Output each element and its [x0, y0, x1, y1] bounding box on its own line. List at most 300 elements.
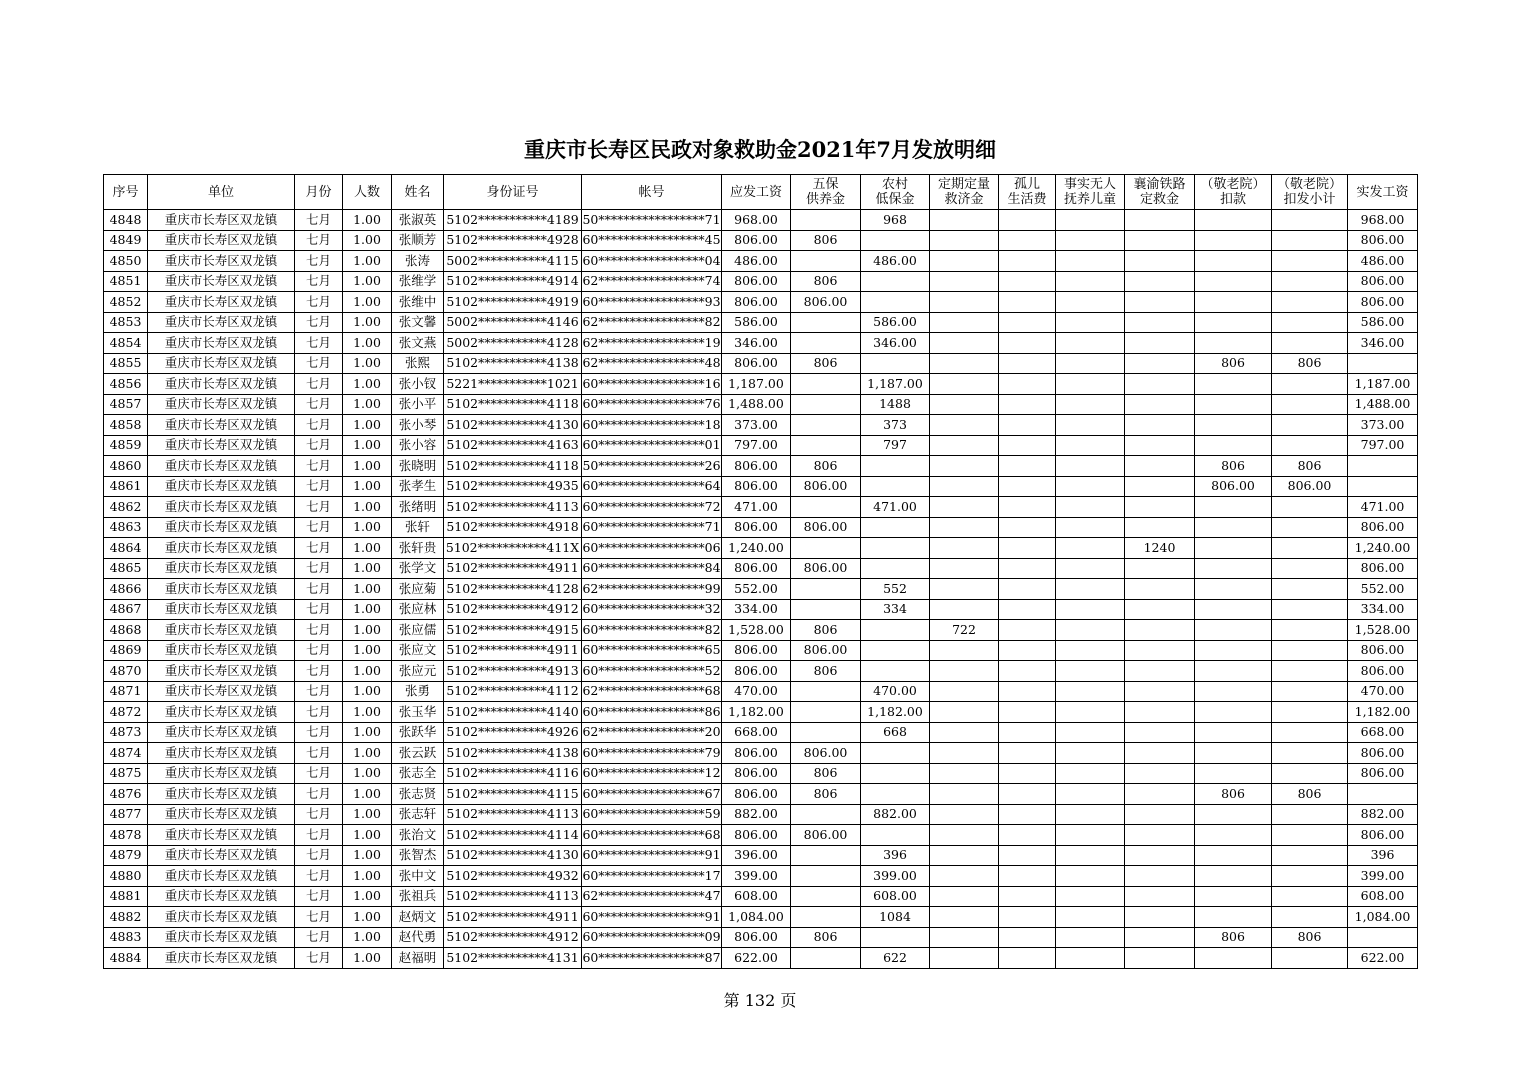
col-railway-cell [1125, 579, 1195, 600]
col-fixed-relief-cell [930, 558, 999, 579]
col-name-cell: 张绪明 [392, 497, 444, 518]
col-unattended-child-cell [1056, 722, 1125, 743]
col-dibao-cell: 399.00 [861, 866, 930, 887]
col-account-cell: 60*****************52 [582, 661, 722, 682]
col-payable-cell: 806.00 [722, 271, 791, 292]
col-month-cell: 七月 [295, 640, 343, 661]
col-deduction-subtotal-cell [1272, 210, 1348, 231]
col-name-cell: 张小琴 [392, 415, 444, 436]
table-row [104, 538, 1418, 559]
col-dibao-cell [861, 271, 930, 292]
col-orphan-cell [999, 640, 1056, 661]
col-payable-cell: 806.00 [722, 825, 791, 846]
col-account-cell: 60*****************64 [582, 476, 722, 497]
col-deduction-cell [1195, 579, 1272, 600]
col-deduction-subtotal-cell [1272, 804, 1348, 825]
col-count-cell: 1.00 [343, 640, 392, 661]
col-serial-cell: 4864 [104, 538, 148, 559]
col-payable-cell: 552.00 [722, 579, 791, 600]
col-unattended-child-cell [1056, 435, 1125, 456]
col-railway-header: 襄渝铁路 定救金 [1125, 175, 1195, 210]
col-serial-cell: 4869 [104, 640, 148, 661]
col-serial-cell: 4876 [104, 784, 148, 805]
col-id-number-cell: 5102***********4113 [444, 497, 582, 518]
col-dibao-cell: 1084 [861, 907, 930, 928]
col-railway-cell [1125, 661, 1195, 682]
col-account-cell: 62*****************20 [582, 722, 722, 743]
col-deduction-subtotal-cell [1272, 394, 1348, 415]
col-payable-cell: 806.00 [722, 230, 791, 251]
col-fixed-relief-cell [930, 927, 999, 948]
col-serial-cell: 4856 [104, 374, 148, 395]
col-account-cell: 60*****************65 [582, 640, 722, 661]
col-dibao-cell: 622 [861, 948, 930, 969]
col-count-cell: 1.00 [343, 702, 392, 723]
col-id-number-cell: 5102***********4131 [444, 948, 582, 969]
col-id-number-cell: 5102***********4115 [444, 784, 582, 805]
col-wubao-cell: 806 [791, 230, 861, 251]
table-row [104, 681, 1418, 702]
col-deduction-subtotal-cell [1272, 948, 1348, 969]
col-dibao-cell [861, 558, 930, 579]
col-name-cell: 张熙 [392, 353, 444, 374]
col-unattended-child-cell [1056, 517, 1125, 538]
col-account-cell: 60*****************72 [582, 497, 722, 518]
col-account-cell: 60*****************87 [582, 948, 722, 969]
col-account-cell: 62*****************99 [582, 579, 722, 600]
col-orphan-cell [999, 927, 1056, 948]
col-unit-cell: 重庆市长寿区双龙镇 [148, 456, 295, 477]
col-id-number-cell: 5102***********411X [444, 538, 582, 559]
col-count-cell: 1.00 [343, 599, 392, 620]
col-unit-cell: 重庆市长寿区双龙镇 [148, 210, 295, 231]
col-id-number-cell: 5102***********4928 [444, 230, 582, 251]
col-payable-cell: 1,182.00 [722, 702, 791, 723]
col-dibao-cell [861, 927, 930, 948]
col-unattended-child-header: 事实无人 抚养儿童 [1056, 175, 1125, 210]
col-railway-cell [1125, 681, 1195, 702]
col-unattended-child-cell [1056, 292, 1125, 313]
col-dibao-cell [861, 456, 930, 477]
col-name-cell: 张祖兵 [392, 886, 444, 907]
col-serial-cell: 4874 [104, 743, 148, 764]
col-name-cell: 赵代勇 [392, 927, 444, 948]
col-actual-pay-cell: 1,187.00 [1348, 374, 1418, 395]
relief-fund-table [103, 174, 1418, 969]
col-dibao-cell: 396 [861, 845, 930, 866]
col-unattended-child-cell [1056, 230, 1125, 251]
col-serial-cell: 4881 [104, 886, 148, 907]
col-railway-cell [1125, 435, 1195, 456]
col-actual-pay-cell: 552.00 [1348, 579, 1418, 600]
col-name-cell: 张顺芳 [392, 230, 444, 251]
col-account-cell: 50*****************71 [582, 210, 722, 231]
col-count-cell: 1.00 [343, 763, 392, 784]
col-serial-cell: 4877 [104, 804, 148, 825]
col-account-cell: 62*****************74 [582, 271, 722, 292]
col-payable-cell: 608.00 [722, 886, 791, 907]
col-name-cell: 张维中 [392, 292, 444, 313]
col-fixed-relief-header: 定期定量 救济金 [930, 175, 999, 210]
col-id-number-cell: 5002***********4128 [444, 333, 582, 354]
col-serial-cell: 4855 [104, 353, 148, 374]
col-railway-cell [1125, 722, 1195, 743]
col-payable-cell: 470.00 [722, 681, 791, 702]
col-wubao-cell [791, 907, 861, 928]
col-id-number-cell: 5102***********4163 [444, 435, 582, 456]
col-payable-cell: 882.00 [722, 804, 791, 825]
col-count-cell: 1.00 [343, 374, 392, 395]
col-account-cell: 60*****************32 [582, 599, 722, 620]
col-dibao-cell: 797 [861, 435, 930, 456]
col-wubao-cell: 806.00 [791, 292, 861, 313]
col-month-cell: 七月 [295, 415, 343, 436]
col-serial-cell: 4857 [104, 394, 148, 415]
col-count-cell: 1.00 [343, 333, 392, 354]
col-unattended-child-cell [1056, 681, 1125, 702]
col-orphan-cell [999, 353, 1056, 374]
col-id-number-cell: 5102***********4935 [444, 476, 582, 497]
col-account-cell: 62*****************48 [582, 353, 722, 374]
col-actual-pay-cell: 806.00 [1348, 825, 1418, 846]
col-orphan-cell [999, 804, 1056, 825]
table-row [104, 907, 1418, 928]
col-orphan-cell [999, 292, 1056, 313]
col-dibao-cell: 1488 [861, 394, 930, 415]
col-orphan-cell [999, 579, 1056, 600]
col-unattended-child-cell [1056, 661, 1125, 682]
col-unit-cell: 重庆市长寿区双龙镇 [148, 435, 295, 456]
col-serial-header: 序号 [104, 175, 148, 210]
col-unattended-child-cell [1056, 333, 1125, 354]
col-deduction-cell [1195, 374, 1272, 395]
col-count-cell: 1.00 [343, 722, 392, 743]
col-unattended-child-cell [1056, 271, 1125, 292]
col-id-number-cell: 5102***********4915 [444, 620, 582, 641]
col-railway-cell [1125, 640, 1195, 661]
col-dibao-cell [861, 538, 930, 559]
col-deduction-subtotal-cell [1272, 579, 1348, 600]
col-wubao-cell [791, 415, 861, 436]
col-payable-cell: 806.00 [722, 353, 791, 374]
col-serial-cell: 4879 [104, 845, 148, 866]
col-month-cell: 七月 [295, 722, 343, 743]
col-payable-cell: 806.00 [722, 292, 791, 313]
col-count-cell: 1.00 [343, 558, 392, 579]
col-orphan-cell [999, 394, 1056, 415]
col-serial-cell: 4862 [104, 497, 148, 518]
col-unattended-child-cell [1056, 763, 1125, 784]
col-actual-pay-cell: 806.00 [1348, 230, 1418, 251]
col-deduction-cell: 806 [1195, 784, 1272, 805]
col-id-number-cell: 5102***********4116 [444, 763, 582, 784]
col-unit-cell: 重庆市长寿区双龙镇 [148, 394, 295, 415]
col-name-cell: 张应林 [392, 599, 444, 620]
col-deduction-cell [1195, 517, 1272, 538]
col-id-number-header: 身份证号 [444, 175, 582, 210]
col-railway-cell [1125, 210, 1195, 231]
table-row [104, 825, 1418, 846]
col-month-cell: 七月 [295, 886, 343, 907]
col-name-cell: 张涛 [392, 251, 444, 272]
col-name-cell: 张应元 [392, 661, 444, 682]
col-id-number-cell: 5102***********4912 [444, 599, 582, 620]
col-deduction-subtotal-cell: 806 [1272, 927, 1348, 948]
table-row [104, 743, 1418, 764]
col-month-cell: 七月 [295, 681, 343, 702]
col-fixed-relief-cell [930, 538, 999, 559]
col-unattended-child-cell [1056, 804, 1125, 825]
col-fixed-relief-cell [930, 784, 999, 805]
col-payable-cell: 806.00 [722, 456, 791, 477]
col-serial-cell: 4860 [104, 456, 148, 477]
col-wubao-cell [791, 435, 861, 456]
col-id-number-cell: 5102***********4130 [444, 845, 582, 866]
col-payable-cell: 806.00 [722, 640, 791, 661]
col-serial-cell: 4850 [104, 251, 148, 272]
col-serial-cell: 4884 [104, 948, 148, 969]
table-row [104, 599, 1418, 620]
col-orphan-cell [999, 681, 1056, 702]
col-wubao-cell: 806 [791, 456, 861, 477]
col-wubao-cell [791, 804, 861, 825]
col-name-cell: 张勇 [392, 681, 444, 702]
col-deduction-subtotal-cell [1272, 599, 1348, 620]
col-deduction-cell [1195, 763, 1272, 784]
table-row [104, 784, 1418, 805]
col-dibao-cell [861, 661, 930, 682]
col-unit-cell: 重庆市长寿区双龙镇 [148, 763, 295, 784]
table-row [104, 517, 1418, 538]
col-unit-cell: 重庆市长寿区双龙镇 [148, 927, 295, 948]
col-serial-cell: 4872 [104, 702, 148, 723]
table-row [104, 230, 1418, 251]
col-deduction-cell [1195, 743, 1272, 764]
col-orphan-cell [999, 374, 1056, 395]
col-actual-pay-cell: 806.00 [1348, 517, 1418, 538]
col-month-cell: 七月 [295, 435, 343, 456]
col-count-cell: 1.00 [343, 415, 392, 436]
col-wubao-cell [791, 333, 861, 354]
col-month-cell: 七月 [295, 579, 343, 600]
table-row [104, 640, 1418, 661]
col-payable-cell: 806.00 [722, 927, 791, 948]
col-railway-cell [1125, 394, 1195, 415]
col-unit-header: 单位 [148, 175, 295, 210]
col-fixed-relief-cell [930, 640, 999, 661]
col-railway-cell [1125, 784, 1195, 805]
col-actual-pay-cell: 470.00 [1348, 681, 1418, 702]
col-deduction-subtotal-cell [1272, 763, 1348, 784]
col-month-cell: 七月 [295, 292, 343, 313]
col-id-number-cell: 5102***********4913 [444, 661, 582, 682]
col-account-cell: 50*****************26 [582, 456, 722, 477]
col-name-cell: 张小容 [392, 435, 444, 456]
col-unit-cell: 重庆市长寿区双龙镇 [148, 333, 295, 354]
col-actual-pay-cell: 1,084.00 [1348, 907, 1418, 928]
col-deduction-cell [1195, 722, 1272, 743]
col-actual-pay-header: 实发工资 [1348, 175, 1418, 210]
col-wubao-cell [791, 866, 861, 887]
col-name-cell: 张文燕 [392, 333, 444, 354]
col-actual-pay-cell: 1,240.00 [1348, 538, 1418, 559]
col-fixed-relief-cell [930, 722, 999, 743]
col-id-number-cell: 5102***********4912 [444, 927, 582, 948]
col-name-cell: 张维学 [392, 271, 444, 292]
col-wubao-cell: 806.00 [791, 558, 861, 579]
col-serial-cell: 4865 [104, 558, 148, 579]
table-row [104, 886, 1418, 907]
col-dibao-cell: 1,187.00 [861, 374, 930, 395]
col-count-cell: 1.00 [343, 312, 392, 333]
col-serial-cell: 4861 [104, 476, 148, 497]
col-month-cell: 七月 [295, 394, 343, 415]
col-serial-cell: 4873 [104, 722, 148, 743]
col-unit-cell: 重庆市长寿区双龙镇 [148, 948, 295, 969]
col-fixed-relief-cell [930, 948, 999, 969]
col-payable-cell: 806.00 [722, 517, 791, 538]
col-wubao-cell: 806 [791, 661, 861, 682]
col-unit-cell: 重庆市长寿区双龙镇 [148, 784, 295, 805]
col-name-cell: 张志贤 [392, 784, 444, 805]
table-row [104, 292, 1418, 313]
col-dibao-cell: 968 [861, 210, 930, 231]
col-count-cell: 1.00 [343, 394, 392, 415]
col-account-cell: 62*****************47 [582, 886, 722, 907]
col-serial-cell: 4854 [104, 333, 148, 354]
col-deduction-cell [1195, 333, 1272, 354]
col-deduction-subtotal-cell [1272, 271, 1348, 292]
col-orphan-cell [999, 415, 1056, 436]
col-actual-pay-cell [1348, 927, 1418, 948]
col-actual-pay-cell [1348, 476, 1418, 497]
col-account-cell: 60*****************04 [582, 251, 722, 272]
col-account-cell: 60*****************91 [582, 907, 722, 928]
col-fixed-relief-cell [930, 866, 999, 887]
col-serial-cell: 4871 [104, 681, 148, 702]
col-railway-cell [1125, 517, 1195, 538]
col-payable-cell: 806.00 [722, 476, 791, 497]
col-unit-cell: 重庆市长寿区双龙镇 [148, 251, 295, 272]
col-name-cell: 张小钗 [392, 374, 444, 395]
col-orphan-cell [999, 251, 1056, 272]
page-title: 重庆市长寿区民政对象救助金2021年7月发放明细 [523, 137, 997, 162]
col-account-cell: 60*****************18 [582, 415, 722, 436]
col-unattended-child-cell [1056, 825, 1125, 846]
col-count-cell: 1.00 [343, 210, 392, 231]
col-month-cell: 七月 [295, 476, 343, 497]
col-actual-pay-cell: 806.00 [1348, 271, 1418, 292]
col-wubao-cell: 806.00 [791, 743, 861, 764]
table-row [104, 497, 1418, 518]
col-orphan-cell [999, 886, 1056, 907]
col-month-cell: 七月 [295, 825, 343, 846]
col-account-cell: 60*****************16 [582, 374, 722, 395]
col-dibao-header: 农村 低保金 [861, 175, 930, 210]
col-actual-pay-cell: 622.00 [1348, 948, 1418, 969]
col-unit-cell: 重庆市长寿区双龙镇 [148, 415, 295, 436]
table-row [104, 251, 1418, 272]
col-unattended-child-cell [1056, 620, 1125, 641]
col-id-number-cell: 5102***********4918 [444, 517, 582, 538]
col-deduction-header: （敬老院） 扣款 [1195, 175, 1272, 210]
page-number: 第 132 页 [723, 991, 797, 1010]
col-deduction-cell [1195, 558, 1272, 579]
col-name-cell: 张晓明 [392, 456, 444, 477]
col-dibao-cell: 608.00 [861, 886, 930, 907]
col-serial-cell: 4875 [104, 763, 148, 784]
col-name-cell: 张智杰 [392, 845, 444, 866]
col-unattended-child-cell [1056, 210, 1125, 231]
col-orphan-cell [999, 517, 1056, 538]
col-wubao-cell [791, 251, 861, 272]
col-dibao-cell [861, 825, 930, 846]
col-account-cell: 62*****************82 [582, 312, 722, 333]
col-dibao-cell [861, 292, 930, 313]
col-count-cell: 1.00 [343, 476, 392, 497]
table-row [104, 476, 1418, 497]
col-unattended-child-cell [1056, 866, 1125, 887]
table-row [104, 210, 1418, 231]
col-railway-cell [1125, 886, 1195, 907]
col-deduction-subtotal-cell [1272, 292, 1348, 313]
col-id-number-cell: 5002***********4115 [444, 251, 582, 272]
col-id-number-cell: 5102***********4118 [444, 394, 582, 415]
col-count-cell: 1.00 [343, 886, 392, 907]
col-railway-cell [1125, 292, 1195, 313]
col-wubao-cell: 806 [791, 271, 861, 292]
col-payable-cell: 806.00 [722, 784, 791, 805]
col-deduction-cell [1195, 271, 1272, 292]
col-name-cell: 张跃华 [392, 722, 444, 743]
col-dibao-cell: 552 [861, 579, 930, 600]
col-orphan-cell [999, 825, 1056, 846]
col-railway-cell [1125, 743, 1195, 764]
col-unattended-child-cell [1056, 907, 1125, 928]
col-count-cell: 1.00 [343, 538, 392, 559]
col-payable-cell: 1,528.00 [722, 620, 791, 641]
col-id-number-cell: 5102***********4112 [444, 681, 582, 702]
col-payable-cell: 806.00 [722, 661, 791, 682]
col-actual-pay-cell: 1,488.00 [1348, 394, 1418, 415]
col-railway-cell [1125, 476, 1195, 497]
col-month-cell: 七月 [295, 784, 343, 805]
col-name-header: 姓名 [392, 175, 444, 210]
col-deduction-cell [1195, 702, 1272, 723]
col-deduction-subtotal-cell [1272, 312, 1348, 333]
col-wubao-cell [791, 722, 861, 743]
col-unit-cell: 重庆市长寿区双龙镇 [148, 661, 295, 682]
col-id-number-cell: 5102***********4140 [444, 702, 582, 723]
col-payable-cell: 486.00 [722, 251, 791, 272]
col-wubao-cell [791, 394, 861, 415]
col-wubao-cell [791, 702, 861, 723]
col-railway-cell [1125, 251, 1195, 272]
col-count-cell: 1.00 [343, 620, 392, 641]
col-unit-cell: 重庆市长寿区双龙镇 [148, 681, 295, 702]
col-count-cell: 1.00 [343, 435, 392, 456]
col-deduction-cell [1195, 948, 1272, 969]
col-serial-cell: 4849 [104, 230, 148, 251]
col-unit-cell: 重庆市长寿区双龙镇 [148, 558, 295, 579]
col-actual-pay-cell: 334.00 [1348, 599, 1418, 620]
col-deduction-subtotal-cell [1272, 866, 1348, 887]
col-orphan-cell [999, 948, 1056, 969]
col-dibao-cell: 471.00 [861, 497, 930, 518]
col-month-cell: 七月 [295, 599, 343, 620]
col-unit-cell: 重庆市长寿区双龙镇 [148, 579, 295, 600]
col-fixed-relief-cell [930, 333, 999, 354]
